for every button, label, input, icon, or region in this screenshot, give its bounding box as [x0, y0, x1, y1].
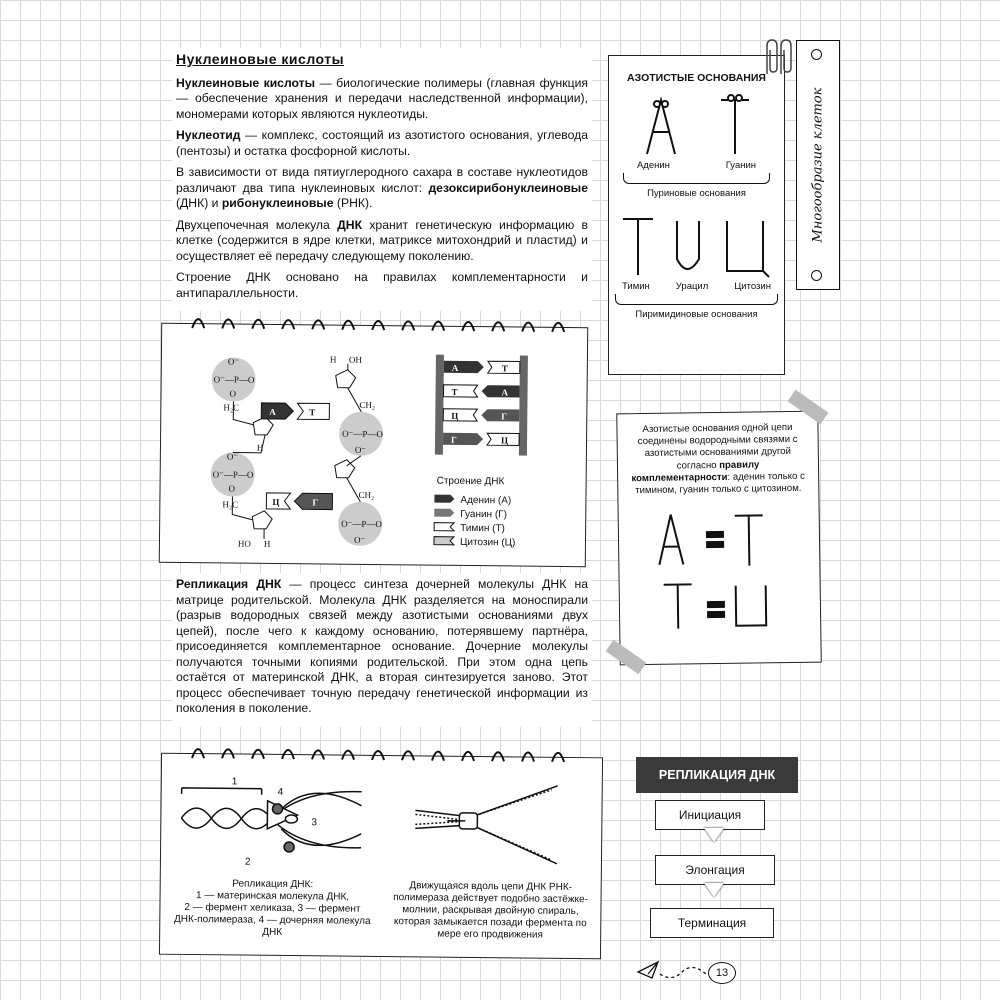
- thymine-label: Тимин: [622, 281, 650, 292]
- sugar-ring: [252, 511, 272, 529]
- oxygen-label: O: [229, 388, 237, 399]
- ch2-label: H₂C: [223, 402, 240, 413]
- adenine-tag: [261, 403, 293, 419]
- figure-number: 2: [244, 856, 251, 868]
- rule-card: [616, 411, 821, 666]
- replication-paragraph: Репликация ДНК — процесс синтеза дочерней молекулы ДНК на матрице родительской. Молекула ДНК разделяется на моноспирали (разрыв водородных связей между азотистыми основаниями двух цепей), после чего к каждому основанию, потерявшему партнёра, присоединяется комплементарное основание. Дочерние молекулы получаются точными копиями родительской. При этом одна цепь остаётся от материнской ДНК, а вторая синтезируется заново. Этот процесс обеспечивает точную передачу генетической информации из поколения в поколение.: [176, 577, 588, 715]
- ladder-thymine: [444, 385, 478, 397]
- intro-paragraph-2: Нуклеотид — комплекс, состоящий из азотистого основания, углевода (пентозы) и остатка фосфорной кислоты.: [176, 128, 588, 158]
- intro-paragraph-3: В зависимости от вида пятиуглеродного сахара в составе нуклеотидов различают два типа нуклеиновых кислот: дезоксирибонуклеиновые (ДНК) и рибонуклеиновые (РНК).: [176, 165, 588, 210]
- oxygen-label: O⁻: [226, 451, 239, 462]
- tab-pin-icon: [811, 49, 822, 60]
- ladder-letter: Т: [451, 386, 458, 397]
- bases-card-title: АЗОТИСТЫЕ ОСНОВАНИЯ: [627, 72, 766, 84]
- ho-label: HO: [237, 538, 252, 549]
- cytosine-label: Цитозин: [734, 281, 771, 292]
- replication-fork-illustration: [171, 768, 372, 870]
- ladder-adenine: [444, 361, 484, 373]
- phosphate-label: O⁻—P—O: [212, 469, 254, 480]
- ch2-label: CH₂: [358, 489, 375, 501]
- complementarity-illustration: [619, 505, 821, 638]
- stages-title: РЕПЛИКАЦИЯ ДНК: [636, 757, 798, 793]
- rule-text: Азотистые основания одной цепи соединены водородными связями с азотистыми основаниями другой согласно правилу комплементарности: аденин только с тимином, гуанин только с цитозином.: [631, 421, 805, 497]
- purines-illustration: [609, 90, 784, 160]
- guanine-label: Гуанин: [725, 160, 757, 171]
- ch2-label: H₂C: [222, 499, 239, 510]
- legend-cytosine-swatch: [434, 537, 454, 545]
- replication-text: [172, 573, 592, 727]
- zipper-illustration: [411, 774, 562, 876]
- ladder-letter: А: [501, 387, 509, 398]
- ladder-letter: Г: [451, 434, 457, 445]
- pyrimidines-brace: [615, 294, 778, 305]
- section-title: Нуклеиновые кислоты: [176, 51, 345, 67]
- side-tab: [796, 40, 840, 290]
- ladder-guanine: [443, 433, 483, 445]
- legend-item: Тимин (Т): [460, 522, 505, 535]
- stage-arrow-icon: [704, 883, 724, 897]
- replication-caption-left: Репликация ДНК: 1 — материнская молекула ДНК, 2 — фермент хеликаза, 3 — фермент ДНК-полимераза, 4 — дочерняя молекула ДНК: [174, 878, 371, 938]
- purines-brace: [623, 173, 770, 184]
- legend-item: Гуанин (Г): [460, 508, 508, 521]
- ladder-letter: Г: [501, 411, 508, 422]
- legend-item: Цитозин (Ц): [459, 536, 516, 549]
- dna-structure-panel: [159, 323, 588, 567]
- ladder-letter: Ц: [501, 435, 509, 446]
- intro-text: [172, 48, 592, 311]
- legend-thymine-swatch: [434, 523, 454, 531]
- sugar-ring: [253, 417, 273, 435]
- oxygen-label: O⁻: [227, 356, 240, 367]
- figure-number: 3: [311, 817, 317, 829]
- ladder-letter: Т: [501, 363, 508, 374]
- intro-paragraph-4: Двухцепочечная молекула ДНК хранит генетическую информацию в клетке (содержится в ядре клетки, матриксе митохондрий и пластид) и осуществляет её передачу следующему поколению.: [176, 217, 588, 263]
- pyrimidines-label: Пиримидиновые основания: [635, 309, 758, 320]
- side-tab-label: Многообразие клеток: [810, 87, 826, 243]
- oh-label: OH: [348, 354, 362, 365]
- phosphate-label: O⁻—P—O: [341, 518, 382, 530]
- oxygen-label: O: [228, 483, 236, 494]
- replication-caption-right: Движущаяся вдоль цепи ДНК РНК-полимераза действует подобно застёжке-молнии, раскрывая двойную спираль, которая замыкается позади фермента по мере его продвижения: [393, 880, 589, 941]
- base-letter: Г: [312, 497, 319, 508]
- stage-initiation: Инициация: [655, 800, 765, 830]
- sugar-ring: [336, 370, 356, 388]
- ladder-letter: А: [451, 362, 459, 373]
- pyrimidines-illustration: [609, 209, 784, 281]
- paper-clip-icon: [776, 38, 794, 78]
- oxygen-label: O⁻: [353, 534, 366, 545]
- uracil-label: Урацил: [675, 281, 709, 292]
- ladder-cytosine: [443, 409, 477, 421]
- adenine-label: Аденин: [636, 160, 670, 171]
- h-label: H: [256, 442, 264, 453]
- stage-termination: Терминация: [650, 908, 774, 938]
- intro-paragraph-5: Строение ДНК основано на правилах комплементарности и антипараллельности.: [176, 270, 588, 300]
- legend-adenine-swatch: [434, 495, 454, 503]
- figure-number: 1: [231, 776, 238, 788]
- oxygen-label: O⁻: [354, 444, 367, 455]
- legend-title: Строение ДНК: [436, 475, 505, 488]
- base-letter: Т: [309, 407, 316, 418]
- spiral-binding: [182, 738, 582, 768]
- purines-label: Пуриновые основания: [647, 188, 746, 199]
- h-label: H: [329, 354, 337, 365]
- legend-item: Аденин (А): [460, 494, 512, 507]
- figure-number: 4: [277, 786, 284, 798]
- base-letter: А: [269, 406, 276, 417]
- nucleotide-chain-diagram: [160, 324, 587, 566]
- phosphate-label: O⁻—P—O: [342, 428, 383, 440]
- replication-panel: [159, 753, 603, 960]
- paper-plane-icon: [636, 952, 716, 988]
- phosphate-label: O⁻—P—O: [213, 374, 255, 385]
- h-label: H: [263, 538, 271, 549]
- tab-pin-icon: [811, 270, 822, 281]
- legend-guanine-swatch: [434, 509, 454, 517]
- stage-arrow-icon: [704, 828, 724, 842]
- intro-paragraph-1: Нуклеиновые кислоты — биологические полимеры (главная функция — обеспечение хранения и передачи наследственной информации), мономерами которых являются нуклеотиды.: [176, 75, 589, 121]
- ch2-label: CH₂: [359, 399, 376, 411]
- ladder-letter: Ц: [451, 410, 459, 421]
- base-letter: Ц: [272, 496, 280, 508]
- dna-ladder-left-rail: [435, 355, 444, 455]
- stage-elongation: Элонгация: [655, 855, 775, 885]
- page-number: 13: [708, 962, 736, 984]
- bases-card: [608, 55, 785, 375]
